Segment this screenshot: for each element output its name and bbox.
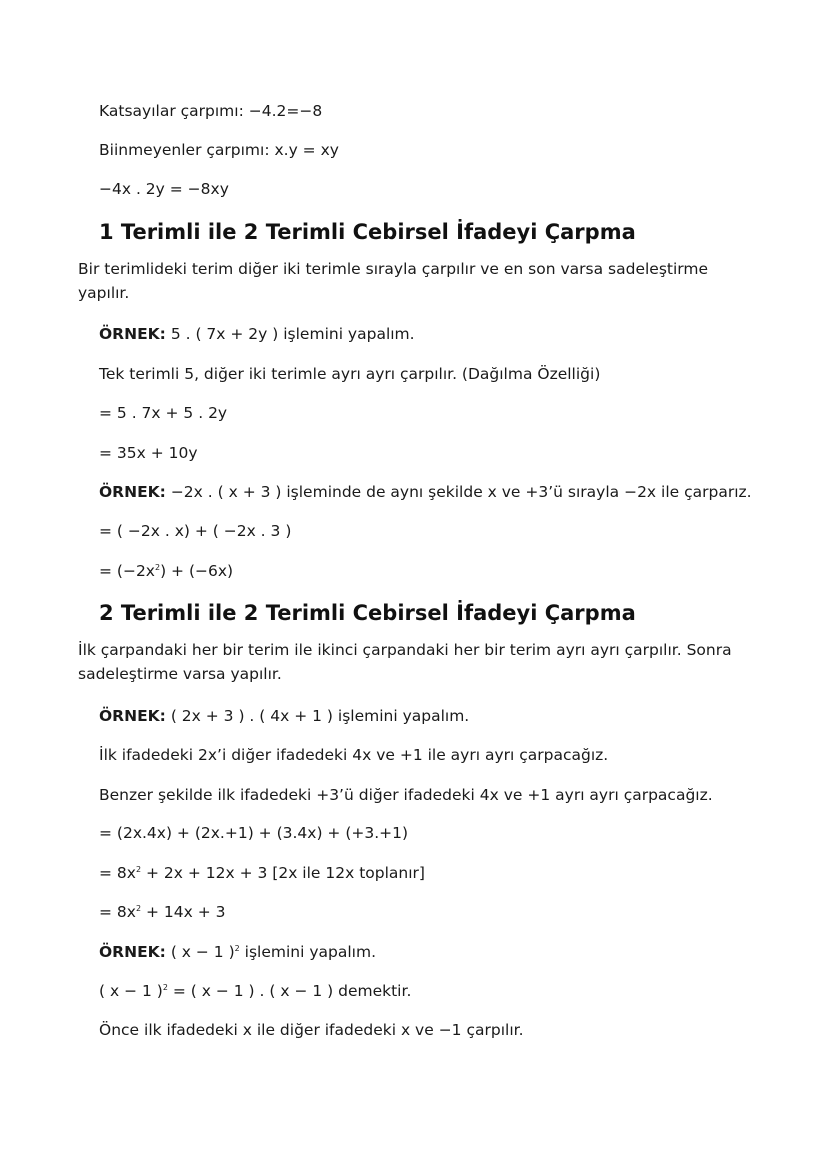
example-label: ÖRNEK: [99,325,166,343]
example-1-text: 5 . ( 7x + 2y ) işlemini yapalım. [165,325,415,343]
example-1-explanation: Tek terimli 5, diğer iki terimle ayrı ayrı çarpılır. (Dağılma Özelliği) [99,365,601,383]
example-4-text-pre: ( x − 1 ) [165,943,235,961]
exponent: 2 [135,904,142,913]
exponent: 2 [162,983,168,992]
unknowns-product-line: Biinmeyenler çarpımı: x.y = xy [99,141,339,159]
example-4-step-1-post: = ( x − 1 ) . ( x − 1 ) demektir. [167,982,412,1000]
exponent: 2 [154,563,161,572]
example-4-line [99,942,376,962]
example-3-step-1: = (2x.4x) + (2x.+1) + (3.4x) + (+3.+1) [99,824,409,842]
example-3-step-3 [99,902,226,922]
section-heading-2: 2 Terimli ile 2 Terimli Cebirsel İfadeyi Çarpma [99,601,636,625]
example-3-step-2 [99,863,425,883]
example-4-step-1-pre: ( x − 1 ) [99,982,163,1000]
example-1-step-1: = 5 . 7x + 5 . 2y [99,404,228,422]
example-label: ÖRNEK: [99,707,166,725]
example-4-text-post: işlemini yapalım. [239,943,377,961]
example-3-step-3-post: + 14x + 3 [141,903,226,921]
example-2-step-1: = ( −2x . x) + ( −2x . 3 ) [99,522,292,540]
coefficient-product-line: Katsayılar çarpımı: −4.2=−8 [99,102,323,120]
example-2-text: −2x . ( x + 3 ) işleminde de aynı şekilde x ve +3’ü sırayla −2x ile çarparız. [165,483,752,501]
example-2-line [99,482,752,502]
example-3-step-3-pre: = 8x [99,903,136,921]
exponent: 2 [234,944,240,953]
result-line: −4x . 2y = −8xy [99,180,229,198]
example-2-step-2-post: ) + (−6x) [160,562,234,580]
exponent: 2 [135,865,142,874]
example-1-line [99,324,415,344]
example-4-step-1 [99,981,411,1001]
example-3-explanation-1: İlk ifadedeki 2x’i diğer ifadedeki 4x ve +1 ile ayrı ayrı çarpacağız. [99,746,609,764]
example-3-line [99,706,469,726]
example-label: ÖRNEK: [99,943,166,961]
example-1-step-2: = 35x + 10y [99,444,198,462]
example-2-step-2 [99,561,233,581]
example-3-explanation-2: Benzer şekilde ilk ifadedeki +3’ü diğer ifadedeki 4x ve +1 ayrı ayrı çarpacağız. [99,786,713,804]
example-4-step-2: Önce ilk ifadedeki x ile diğer ifadedeki x ve −1 çarpılır. [99,1021,524,1039]
example-3-step-2-post: + 2x + 12x + 3 [2x ile 12x toplanır] [141,864,425,882]
example-3-text: ( 2x + 3 ) . ( 4x + 1 ) işlemini yapalım. [165,707,470,725]
example-3-step-2-pre: = 8x [99,864,136,882]
section-1-paragraph: Bir terimlideki terim diğer iki terimle sırayla çarpılır ve en son varsa sadeleştirme yapılır. [78,260,709,302]
example-label: ÖRNEK: [99,483,166,501]
example-2-step-2-pre: = (−2x [99,562,155,580]
section-heading-1: 1 Terimli ile 2 Terimli Cebirsel İfadeyi Çarpma [99,220,636,244]
section-2-paragraph: İlk çarpandaki her bir terim ile ikinci çarpandaki her bir terim ayrı ayrı çarpılır. Sonra sadeleştirme varsa yapılır. [78,641,732,683]
